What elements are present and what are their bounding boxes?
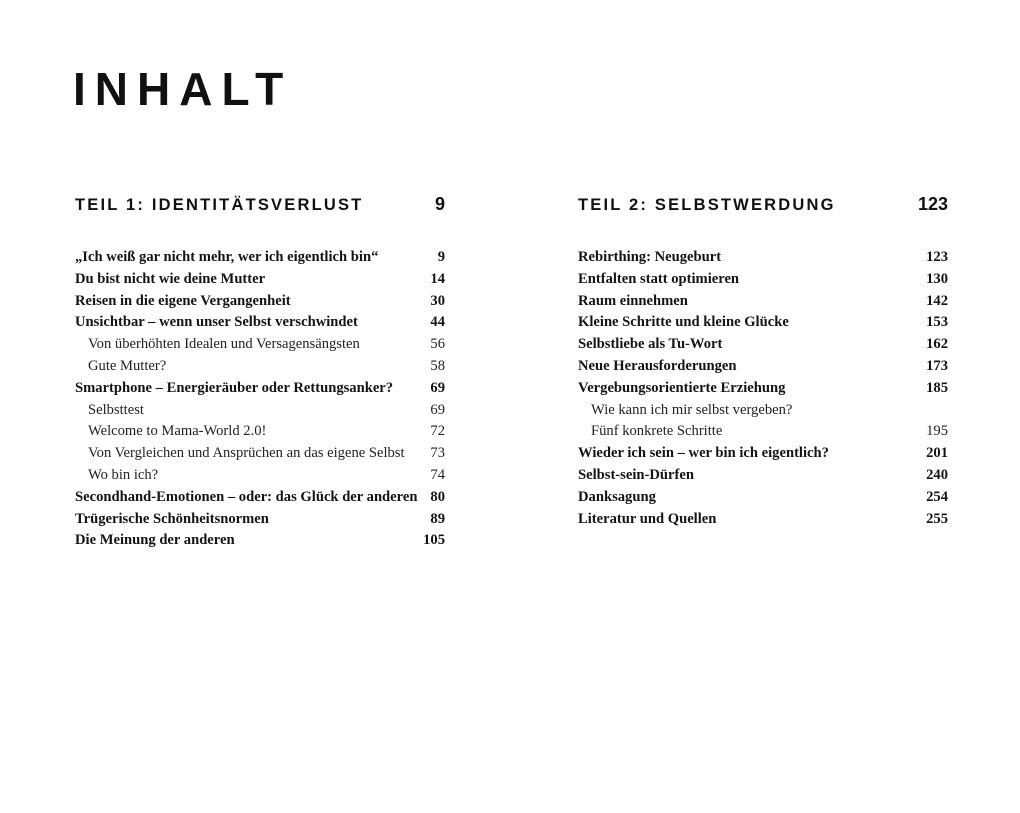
toc-entry: [578, 509, 948, 531]
toc-entry: [75, 291, 445, 313]
toc-entry: [75, 378, 445, 400]
toc-entry: [75, 334, 445, 356]
toc-entry: [75, 465, 445, 487]
toc-entry-label: Trügerische Schönheitsnormen: [75, 510, 269, 527]
toc-entry-list: [75, 247, 445, 552]
toc-column-part2: [578, 194, 948, 530]
toc-entry: [75, 269, 445, 291]
toc-entry-page: 201: [926, 445, 948, 462]
toc-entry-page: 123: [926, 249, 948, 265]
toc-entry-label: Unsichtbar – wenn unser Selbst verschwindet: [75, 314, 358, 331]
toc-entry-label: Du bist nicht wie deine Mutter: [75, 270, 266, 287]
toc-entry-page: 89: [430, 510, 445, 527]
toc-entry-label: Neue Herausforderungen: [578, 357, 737, 374]
toc-entry-page: 69: [430, 379, 445, 396]
toc-entry-label: Von Vergleichen und Ansprüchen an das eigene Selbst: [88, 445, 405, 462]
toc-entry-page: 56: [430, 336, 445, 353]
toc-entry-page: 240: [926, 466, 948, 483]
toc-entry-label: Danksagung: [578, 488, 656, 505]
toc-entry-label: Rebirthing: Neugeburt: [578, 249, 722, 265]
toc-entry-page: 74: [430, 466, 445, 483]
toc-entry: [75, 247, 445, 269]
toc-entry-page: 162: [926, 336, 948, 353]
toc-entry: [75, 530, 445, 552]
toc-entry-page: 80: [430, 488, 445, 505]
toc-entry-label: Entfalten statt optimieren: [578, 270, 740, 287]
toc-section-page: 123: [917, 194, 948, 214]
toc-entry-page: 44: [430, 314, 445, 331]
toc-entry-page: 30: [430, 292, 445, 309]
toc-entry-label: Kleine Schritte und kleine Glücke: [578, 314, 789, 331]
toc-entry-label: Gute Mutter?: [88, 357, 167, 374]
toc-entry-label: Selbst-sein-Dürfen: [578, 466, 694, 483]
toc-entry: [578, 465, 948, 487]
toc-entry-page: 9: [437, 249, 445, 265]
toc-entry-page: 195: [926, 423, 948, 440]
toc-entry: [578, 487, 948, 509]
toc-entry-label: Die Meinung der anderen: [75, 532, 235, 549]
toc-entry: [578, 312, 948, 334]
toc-entry-label: Selbsttest: [88, 401, 144, 418]
toc-entry-label: Wieder ich sein – wer bin ich eigentlich?: [578, 445, 829, 462]
toc-entry-page: 14: [430, 270, 445, 287]
toc-entry-label: Welcome to Mama-World 2.0!: [88, 423, 267, 440]
toc-entry-page: 173: [926, 357, 948, 374]
toc-entry: [578, 443, 948, 465]
toc-entry-page: 130: [926, 270, 948, 287]
toc-entry-label: „Ich weiß gar nicht mehr, wer ich eigentlich bin“: [75, 249, 379, 265]
toc-entry-label: Literatur und Quellen: [578, 510, 717, 527]
toc-section-title: TEIL 1: IDENTITÄTSVERLUST: [75, 196, 364, 214]
toc-entry: [578, 269, 948, 291]
toc-section-header: [578, 194, 948, 215]
toc-entry: [578, 378, 948, 400]
toc-entry: [75, 443, 445, 465]
toc-column-part1: [75, 194, 445, 552]
toc-entry-page: 153: [926, 314, 948, 331]
toc-entry-label: Secondhand-Emotionen – oder: das Glück der anderen: [75, 488, 418, 505]
toc-section-header: [75, 194, 445, 215]
toc-entry-label: Smartphone – Energieräuber oder Rettungsanker?: [75, 379, 394, 396]
toc-entry-page: 73: [430, 445, 445, 462]
toc-entry: [578, 421, 948, 443]
toc-entry: [75, 400, 445, 422]
toc-entry: [578, 400, 948, 422]
toc-entry: [578, 247, 948, 269]
toc-entry-page: 58: [430, 357, 445, 374]
toc-entry-label: Wie kann ich mir selbst vergeben?: [591, 401, 793, 418]
toc-entry: [578, 356, 948, 378]
toc-entry: [75, 487, 445, 509]
toc-entry-label: Selbstliebe als Tu-Wort: [578, 336, 723, 353]
toc-entry-label: Raum einnehmen: [578, 292, 688, 309]
toc-entry-label: Vergebungsorientierte Erziehung: [578, 379, 786, 396]
toc-section-page: 9: [434, 194, 445, 214]
toc-entry: [75, 421, 445, 443]
toc-entry-page: 105: [423, 532, 445, 549]
toc-entry-label: Reisen in die eigene Vergangenheit: [75, 292, 291, 309]
toc-entry: [75, 509, 445, 531]
toc-entry-page: 72: [430, 423, 445, 440]
toc-entry-label: Wo bin ich?: [88, 466, 159, 483]
toc-entry-page: 255: [926, 510, 948, 527]
toc-entry: [578, 291, 948, 313]
toc-entry-list: [578, 247, 948, 530]
toc-entry: [75, 312, 445, 334]
toc-entry-page: 254: [926, 488, 948, 505]
toc-entry-label: Fünf konkrete Schritte: [591, 423, 723, 440]
toc-entry-label: Von überhöhten Idealen und Versagensängsten: [88, 336, 360, 353]
toc-entry: [578, 334, 948, 356]
toc-entry-page: 69: [430, 401, 445, 418]
toc-section-title: TEIL 2: SELBSTWERDUNG: [578, 196, 836, 214]
toc-entry-page: 142: [926, 292, 948, 309]
page-title: INHALT: [73, 63, 293, 115]
toc-entry-page: 185: [926, 379, 948, 396]
toc-entry: [75, 356, 445, 378]
